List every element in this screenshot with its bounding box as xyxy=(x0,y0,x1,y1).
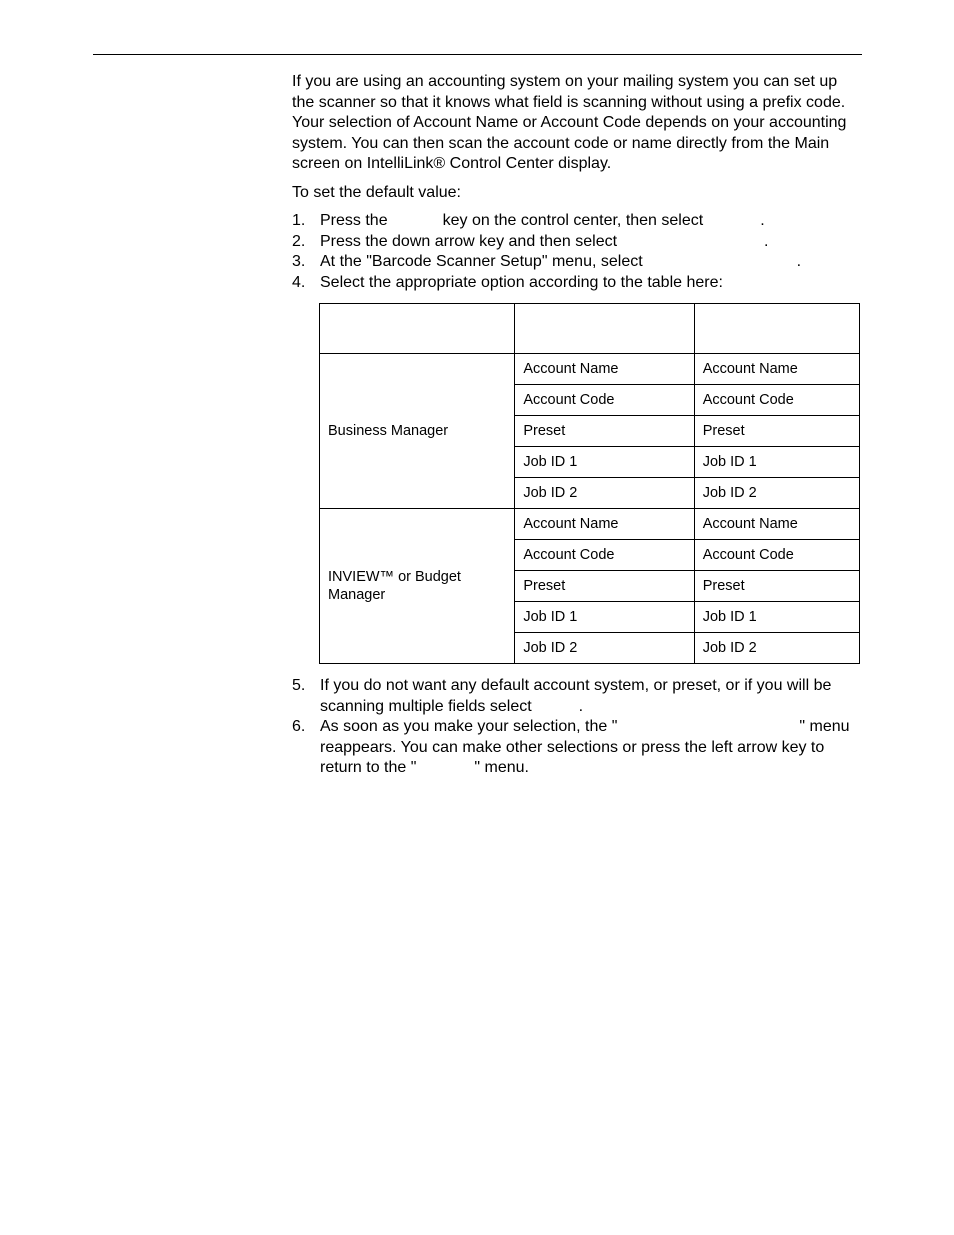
table-cell: Account Code xyxy=(515,385,694,416)
table-cell: Job ID 1 xyxy=(515,602,694,633)
step-number: 1. xyxy=(292,212,306,229)
step-number: 2. xyxy=(292,232,306,250)
table-header-cell xyxy=(694,304,859,354)
step-text: At the "Barcode Scanner Setup" menu, select xyxy=(320,253,643,270)
table-cell: Account Name xyxy=(515,354,694,385)
step-number: 4. xyxy=(292,273,306,291)
table-header-cell xyxy=(515,304,694,354)
page-content xyxy=(292,72,862,779)
step-6 xyxy=(292,717,862,779)
table-header-row xyxy=(320,304,860,354)
table-cell: Account Code xyxy=(694,385,859,416)
options-table-wrapper xyxy=(319,303,862,664)
step-text: If you do not want any default account system, or preset, or if you will be scanning multiple fields select xyxy=(320,677,832,715)
table-cell: Job ID 1 xyxy=(694,447,859,478)
table-cell: Job ID 2 xyxy=(515,633,694,664)
step-text: " menu. xyxy=(474,759,529,776)
step-text: Press the xyxy=(320,212,388,229)
table-cell: Preset xyxy=(694,571,859,602)
table-cell: Account Code xyxy=(515,540,694,571)
step-5 xyxy=(292,676,862,717)
table-cell: Account Code xyxy=(694,540,859,571)
table-cell: Preset xyxy=(515,416,694,447)
step-text: . xyxy=(760,212,765,229)
intro-paragraph: If you are using an accounting system on your mailing system you can set up the scanner so that it knows what field is scanning without using a prefix code. Your selection of Account Name or Account Code depends on your accounting system. You can then scan the account code or name directly from the Main screen on IntelliLink® Control Center display. xyxy=(292,73,847,172)
step-4 xyxy=(292,273,862,294)
step-number: 6. xyxy=(292,718,306,735)
options-table xyxy=(319,303,860,664)
lead-in-paragraph: To set the default value: xyxy=(292,183,461,201)
step-text: Select the appropriate option according to the table here: xyxy=(320,273,723,291)
step-3 xyxy=(292,252,862,273)
step-number: 3. xyxy=(292,253,306,270)
table-cell: Job ID 2 xyxy=(694,478,859,509)
step-text: key on the control center, then select xyxy=(442,212,704,229)
step-text: . xyxy=(764,232,769,250)
step-1 xyxy=(292,211,862,232)
system-cell: INVIEW™ or Budget Manager xyxy=(320,509,515,664)
table-header-cell xyxy=(320,304,515,354)
step-text: . xyxy=(578,697,584,715)
header-rule xyxy=(93,54,862,55)
table-row xyxy=(320,354,860,385)
table-cell: Preset xyxy=(694,416,859,447)
step-text: . xyxy=(796,253,802,270)
step-text: " menu reappears. You can make other selections or press the left arrow key to return to the " xyxy=(320,718,850,776)
system-cell: Business Manager xyxy=(320,354,515,509)
step-text: Press the down arrow key and then select xyxy=(320,232,618,250)
steps-list-continued xyxy=(292,676,862,779)
table-cell: Account Name xyxy=(515,509,694,540)
step-number: 5. xyxy=(292,677,306,694)
steps-list xyxy=(292,211,862,293)
table-cell: Account Name xyxy=(694,509,859,540)
table-cell: Job ID 2 xyxy=(694,633,859,664)
table-row xyxy=(320,509,860,540)
table-cell: Job ID 2 xyxy=(515,478,694,509)
table-cell: Account Name xyxy=(694,354,859,385)
step-text: As soon as you make your selection, the " xyxy=(320,718,618,735)
step-2 xyxy=(292,232,862,253)
table-cell: Preset xyxy=(515,571,694,602)
table-cell: Job ID 1 xyxy=(694,602,859,633)
table-cell: Job ID 1 xyxy=(515,447,694,478)
